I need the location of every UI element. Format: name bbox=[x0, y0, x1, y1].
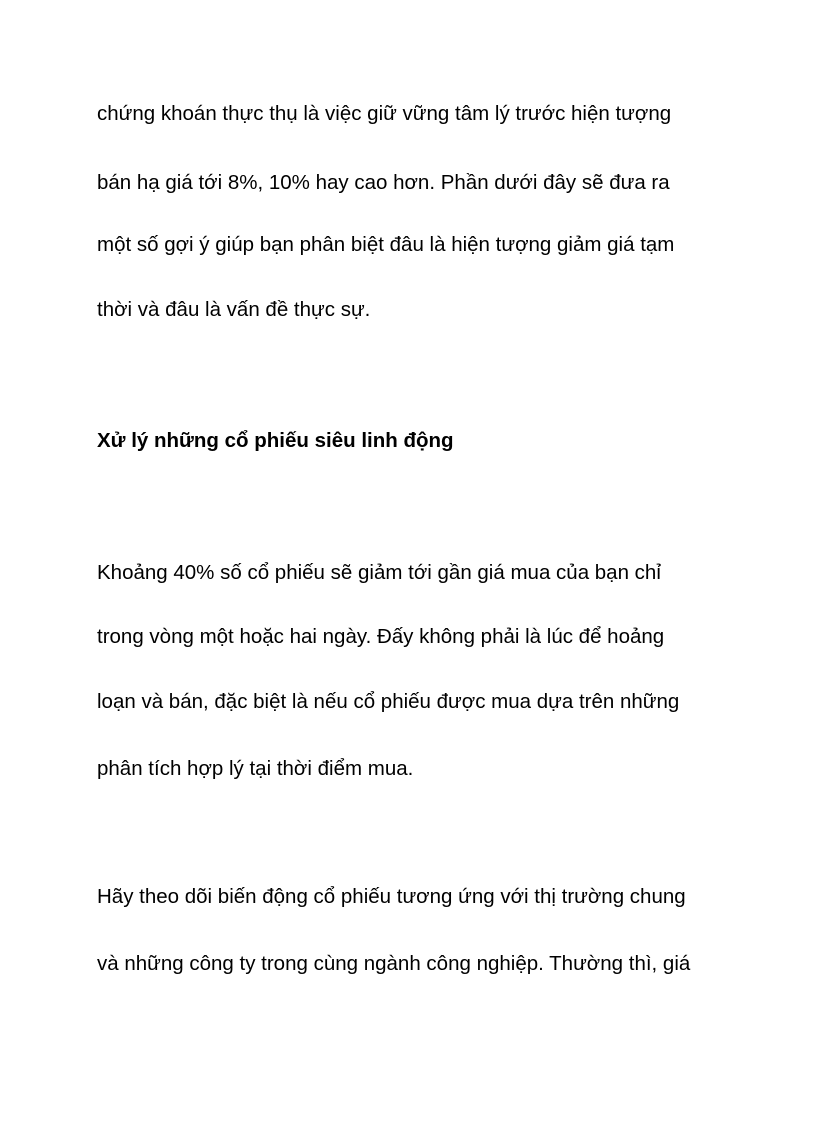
paragraph-line: phân tích hợp lý tại thời điểm mua. bbox=[97, 757, 414, 780]
paragraph-line: Hãy theo dõi biến động cổ phiếu tương ứng với thị trường chung bbox=[97, 885, 686, 908]
paragraph-line: chứng khoán thực thụ là việc giữ vững tâm lý trước hiện tượng bbox=[97, 102, 672, 125]
section-heading: Xử lý những cổ phiếu siêu linh động bbox=[97, 429, 454, 452]
paragraph-line: và những công ty trong cùng ngành công nghiệp. Thường thì, giá bbox=[97, 952, 691, 975]
paragraph-line: loạn và bán, đặc biệt là nếu cổ phiếu được mua dựa trên những bbox=[97, 690, 680, 713]
paragraph-line: Khoảng 40% số cổ phiếu sẽ giảm tới gần giá mua của bạn chỉ bbox=[97, 561, 661, 584]
paragraph-line: một số gợi ý giúp bạn phân biệt đâu là hiện tượng giảm giá tạm bbox=[97, 233, 675, 256]
paragraph-line: bán hạ giá tới 8%, 10% hay cao hơn. Phần dưới đây sẽ đưa ra bbox=[97, 171, 670, 194]
paragraph-line: trong vòng một hoặc hai ngày. Đấy không phải là lúc để hoảng bbox=[97, 625, 665, 648]
paragraph-line: thời và đâu là vấn đề thực sự. bbox=[97, 298, 371, 321]
